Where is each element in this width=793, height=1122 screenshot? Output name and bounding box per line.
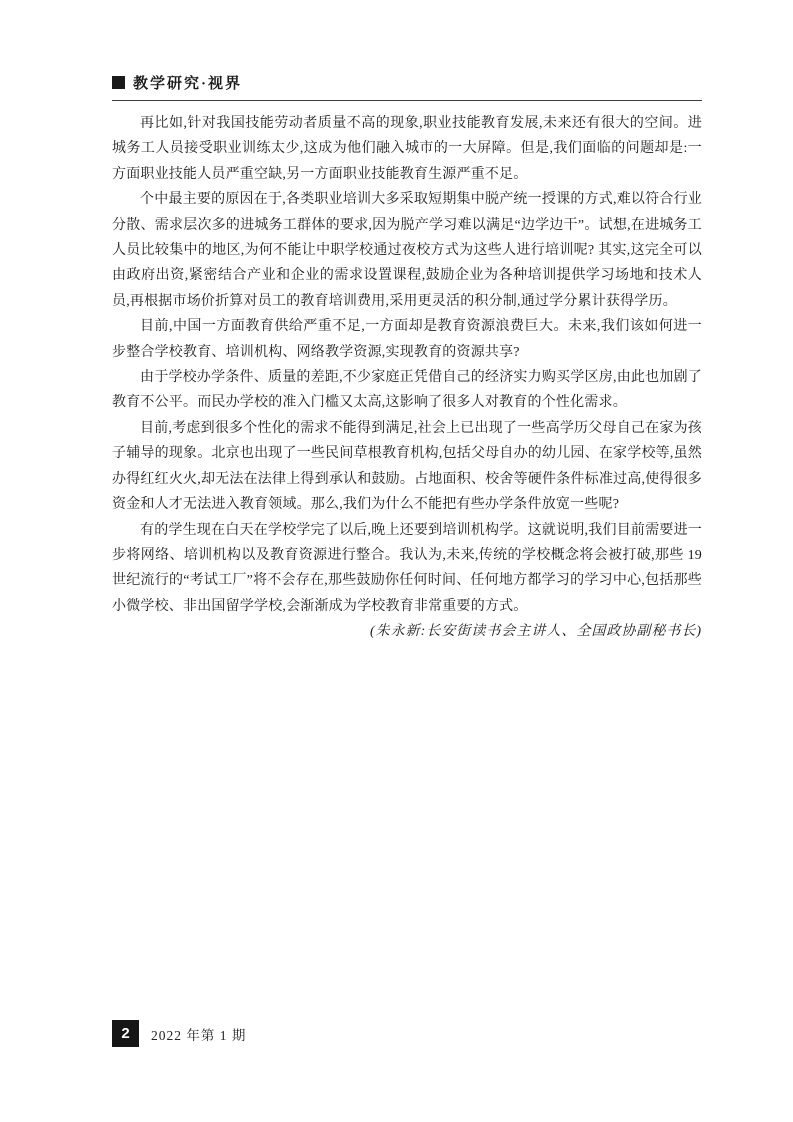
paragraph: 目前,考虑到很多个性化的需求不能得到满足,社会上已出现了一些高学历父母自己在家为孩子辅导的现象。北京也出现了一些民间草根教育机构,包括父母自办的幼儿园、在家学校等,虽然办得红红火火,却无法在法律上得到承认和鼓励。占地面积、校舍等硬件条件标准过高,使得很多资金和人才无法进入教育领域。那么,我们为什么不能把有些办学条件放宽一些呢? — [112, 420, 702, 513]
header-divider — [112, 100, 702, 101]
section-marker-icon — [112, 76, 125, 89]
paragraph: 再比如,针对我国技能劳动者质量不高的现象,职业技能教育发展,未来还有很大的空间。进城务工人员接受职业训练太少,这成为他们融入城市的一大屏障。但是,我们面临的问题却是:一方面职业技能人员严重空缺,另一方面职业技能教育生源严重不足。 — [112, 116, 702, 182]
issue-label: 2022 年第 1 期 — [151, 1027, 247, 1043]
page-footer — [112, 1020, 246, 1047]
page-number-badge: 2 — [112, 1020, 139, 1047]
section-title: 教学研究·视界 — [133, 76, 243, 92]
page-header — [112, 72, 702, 93]
paragraph: 由于学校办学条件、质量的差距,不少家庭正凭借自己的经济实力购买学区房,由此也加剧了教育不公平。而民办学校的准入门槛又太高,这影响了很多人对教育的个性化需求。 — [112, 370, 702, 411]
attribution-line: (朱永新:长安街读书会主讲人、全国政协副秘书长) — [370, 624, 702, 640]
paragraph: 个中最主要的原因在于,各类职业培训大多采取短期集中脱产统一授课的方式,难以符合行业分散、需求层次多的进城务工群体的要求,因为脱产学习难以满足“边学边干”。试想,在进城务工人员比较集中的地区,为何不能让中职学校通过夜校方式为这些人进行培训呢? 其实,这完全可以由政府出资,紧密结合产业和企业的需求设置课程,鼓励企业为各种培训提供学习场地和技术人员,再根据市场价折算对员工的教育培训费用,采用更灵活的积分制,通过学分累计获得学历。 — [112, 192, 702, 309]
article-body — [112, 111, 702, 645]
paragraph: 有的学生现在白天在学校学完了以后,晚上还要到培训机构学。这就说明,我们目前需要进一步将网络、培训机构以及教育资源进行整合。我认为,未来,传统的学校概念将会被打破,那些 19 世纪流行的“考试工厂”将不会存在,那些鼓励你任何时间、任何地方都学习的学习中心,包括那些小微学校、非出国留学学校,会渐渐成为学校教育非常重要的方式。 — [112, 522, 702, 614]
paragraph: 目前,中国一方面教育供给严重不足,一方面却是教育资源浪费巨大。未来,我们该如何进一步整合学校教育、培训机构、网络教学资源,实现教育的资源共享? — [112, 319, 702, 360]
